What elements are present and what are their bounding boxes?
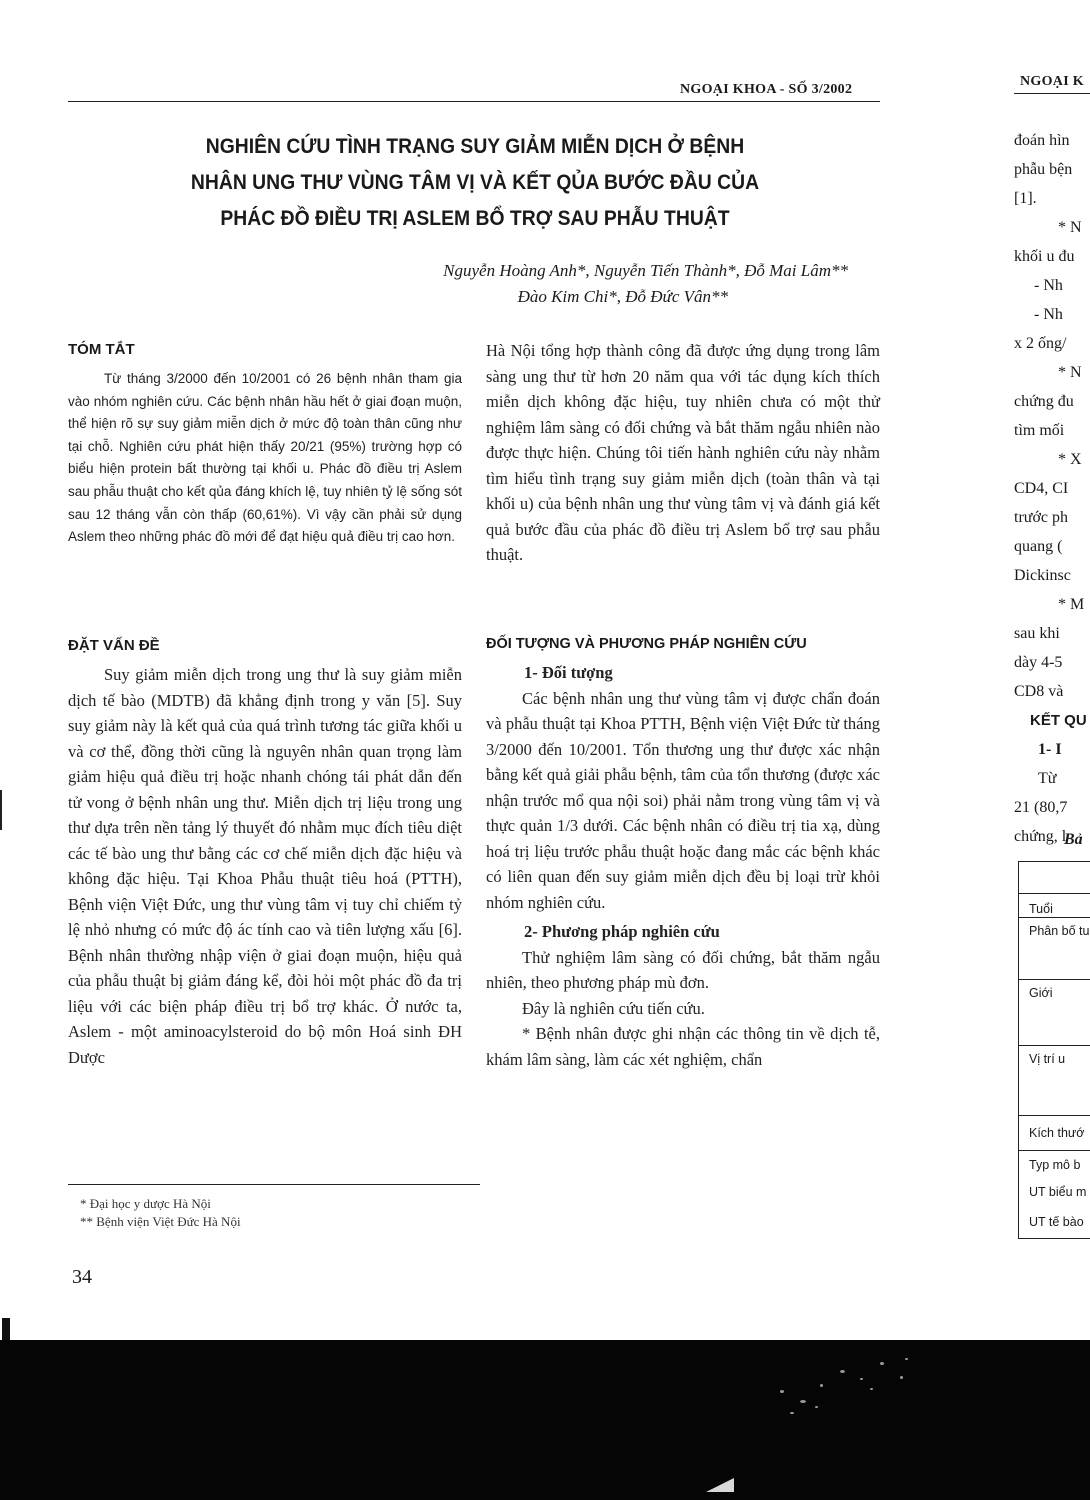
next-page-line: Từ — [1038, 770, 1057, 787]
next-page-line: - Nh — [1034, 306, 1063, 323]
next-page-text-strip — [1014, 126, 1090, 706]
footnote-2: ** Bệnh viện Việt Đức Hà Nội — [80, 1214, 241, 1229]
article-title — [183, 128, 768, 236]
next-page-line: trước ph — [1014, 509, 1069, 526]
next-page-line: chứng đu — [1014, 393, 1074, 410]
intro-paragraph: Suy giảm miễn dịch trong ung thư là suy giảm miễn dịch tế bào (MDTB) đã khẳng định trong y văn [5]. Suy suy giảm này là kết quả của quá trình tương tác giữa khối u và cơ thể, đồng thời cũng là nguyên nhân quan trọng làm giảm hiệu quả điều trị hoặc nhanh chóng tái phát dẫn đến tử vong ở bệnh nhân ung thư. Miễn dịch trị liệu trong ung thư dựa trên nền tảng lý thuyết đó nhằm mục đích tiêu diệt các tế bào ung thư bằng các cơ chế miễn dịch đặc hiệu và không đặc hiệu. Tại Khoa Phẫu thuật tiêu hoá (PTTH), Bệnh viện Việt Đức, ung thư vùng tâm vị tuy chỉ chiếm tỷ lệ nhỏ nhưng có mức độ ác tính cao và tiên lượng xấu [6]. Bệnh nhân thường nhập viện ở giai đoạn muộn, hiệu quả của phẫu thuật bị giảm đáng kể, đòi hỏi một phác đồ đa trị liệu với các biện pháp điều trị bổ trợ khác. Ở nước ta, Aslem - một aminoacylsteroid do bộ môn Hoá sinh ĐH Dược — [68, 665, 462, 1067]
table-row: Typ mô b — [1019, 1150, 1090, 1178]
next-page-line: 1- I — [1038, 741, 1062, 758]
footnote-rule — [68, 1184, 480, 1185]
subsection-2-paragraph-2: Đây là nghiên cứu tiến cứu. — [522, 998, 705, 1018]
scan-white-mark — [706, 1478, 734, 1492]
abstract-heading: TÓM TẮT — [68, 341, 135, 358]
table-row: Vị trí u — [1019, 1045, 1090, 1115]
table-row: UT tế bào — [1029, 1215, 1084, 1229]
table-row: Phân bố tu — [1019, 917, 1090, 979]
next-page-line: quang ( — [1014, 538, 1063, 555]
column-2-continuation — [486, 338, 880, 568]
next-page-line: đoán hìn — [1014, 132, 1070, 149]
next-page-header: NGOẠI K — [1020, 74, 1084, 89]
next-page-line: dày 4-5 — [1014, 654, 1063, 671]
authors-line-1: Nguyễn Hoàng Anh*, Nguyễn Tiến Thành*, Đỗ Mai Lâm** — [443, 261, 848, 280]
next-page-line: Dickinsc — [1014, 567, 1071, 584]
subsection-2-paragraph-1: Thử nghiệm lâm sàng có đối chứng, bắt thăm ngẫu nhiên, theo phương pháp mù đơn. — [486, 947, 880, 992]
next-page-results-heading: KẾT QU — [1030, 712, 1087, 729]
page-number: 34 — [72, 1266, 92, 1288]
next-page-table — [1018, 861, 1090, 1239]
header-rule — [68, 101, 880, 102]
table-row: UT biểu m — [1029, 1185, 1087, 1199]
scan-edge-mark — [0, 790, 2, 830]
subsection-2-paragraph-3: * Bệnh nhân được ghi nhận các thông tin về dịch tễ, khám lâm sàng, làm các xét nghiệm, chẩn — [486, 1024, 880, 1069]
next-page-table-caption: Bả — [1064, 831, 1083, 848]
intro-heading: ĐẶT VẤN ĐỀ — [68, 637, 160, 654]
next-page-line: phẫu bện — [1014, 161, 1073, 178]
next-page-line: * M — [1058, 596, 1085, 613]
next-page-line: * X — [1058, 451, 1082, 468]
authors-line-2: Đào Kim Chi*, Đỗ Đức Vân** — [517, 287, 728, 306]
scanner-background — [0, 1340, 1090, 1500]
next-page-line: CD8 và — [1014, 683, 1064, 700]
footnotes — [80, 1195, 241, 1231]
next-page-line: tìm mối — [1014, 422, 1065, 439]
next-page-line: [1]. — [1014, 190, 1037, 207]
next-page-line: CD4, CI — [1014, 480, 1069, 497]
next-page-line: 21 (80,7 — [1014, 799, 1068, 816]
title-line-1: NGHIÊN CỨU TÌNH TRẠNG SUY GIẢM MIỄN DỊCH Ở BỆNH — [205, 134, 745, 158]
next-page-header-rule — [1014, 93, 1090, 94]
next-page-line: chứng, l — [1014, 828, 1067, 845]
subsection-1-heading: 1- Đối tượng — [524, 663, 613, 682]
intro-body — [68, 662, 462, 1070]
next-page-line: x 2 ống/ — [1014, 335, 1067, 352]
next-page-line: khối u đu — [1014, 248, 1075, 265]
next-page-line: * N — [1058, 219, 1082, 236]
table-row: Tuổi — [1019, 893, 1090, 917]
title-line-2: NHÂN UNG THƯ VÙNG TÂM VỊ VÀ KẾT QỦA BƯỚC ĐẦU CỦA — [190, 170, 760, 194]
footnote-1: * Đại học y dược Hà Nội — [80, 1196, 211, 1211]
subsection-2-heading: 2- Phương pháp nghiên cứu — [524, 922, 720, 941]
methods-body — [486, 660, 880, 1072]
next-page-line: - Nh — [1034, 277, 1063, 294]
scan-edge-mark — [2, 1318, 10, 1340]
table-row: Giới — [1019, 979, 1090, 1045]
title-line-3: PHÁC ĐỒ ĐIỀU TRỊ ASLEM BỔ TRỢ SAU PHẪU THUẬT — [220, 206, 730, 230]
table-row: Kích thướ — [1019, 1115, 1090, 1150]
next-page-line: * N — [1058, 364, 1082, 381]
subsection-1-text: Các bệnh nhân ung thư vùng tâm vị được chẩn đoán và phẫu thuật tại Khoa PTTH, Bệnh viện Việt Đức từ tháng 3/2000 đến 10/2001. Tổn thương ung thư được xác nhận bằng kết quả giải phẫu bệnh, tâm của tổn thương (được xác nhận trước mổ qua nội soi) phải nằm trong vùng tâm vị và thực quản 1/3 dưới. Các bệnh nhân có điều trị tia xạ, dùng hoá trị liệu trước phẫu thuật hoặc đang mắc các bệnh khác có liên quan đến suy giảm miễn dịch đều bị loại trừ khỏi nhóm nghiên cứu. — [486, 688, 880, 912]
continuation-paragraph: Hà Nội tổng hợp thành công đã được ứng dụng trong lâm sàng ung thư từ hơn 20 năm qua với tác dụng kích thích miễn dịch không đặc hiệu, tuy nhiên chưa có một thử nghiệm lâm sàng có đối chứng và bắt thăm ngẫu nhiên nào được thực hiện. Chúng tôi tiến hành nghiên cứu này nhằm tìm hiểu tình trạng suy giảm miễn dịch (toàn thân và tại khối u) của bệnh nhân ung thư vùng tâm vị và đánh giá kết quả bước đầu của phác đồ điều trị Aslem bổ trợ sau phẫu thuật. — [486, 341, 880, 564]
next-page-line: sau khi — [1014, 625, 1060, 642]
abstract-text: Từ tháng 3/2000 đến 10/2001 có 26 bệnh nhân tham gia vào nhóm nghiên cứu. Các bệnh nhân hầu hết ở giai đoạn muộn, thể hiện rõ sự suy giảm miễn dịch ở mức độ toàn thân cũng như tại chỗ. Nghiên cứu phát hiện thấy 20/21 (95%) trường hợp có biểu hiện protein bất thường tại khối u. Phác đồ điều trị Aslem sau phẫu thuật cho kết qủa đáng khích lệ, tuy nhiên tỷ lệ sống sót sau 12 tháng vẫn còn thấp (60,61%). Vì vậy cần phải sử dụng Aslem theo những phác đồ mới để đạt hiệu quả điều trị cao hơn. — [68, 371, 462, 545]
authors — [300, 258, 848, 310]
journal-header: NGOẠI KHOA - SỐ 3/2002 — [680, 82, 853, 97]
methods-heading: ĐỐI TƯỢNG VÀ PHƯƠNG PHÁP NGHIÊN CỨU — [486, 636, 807, 652]
